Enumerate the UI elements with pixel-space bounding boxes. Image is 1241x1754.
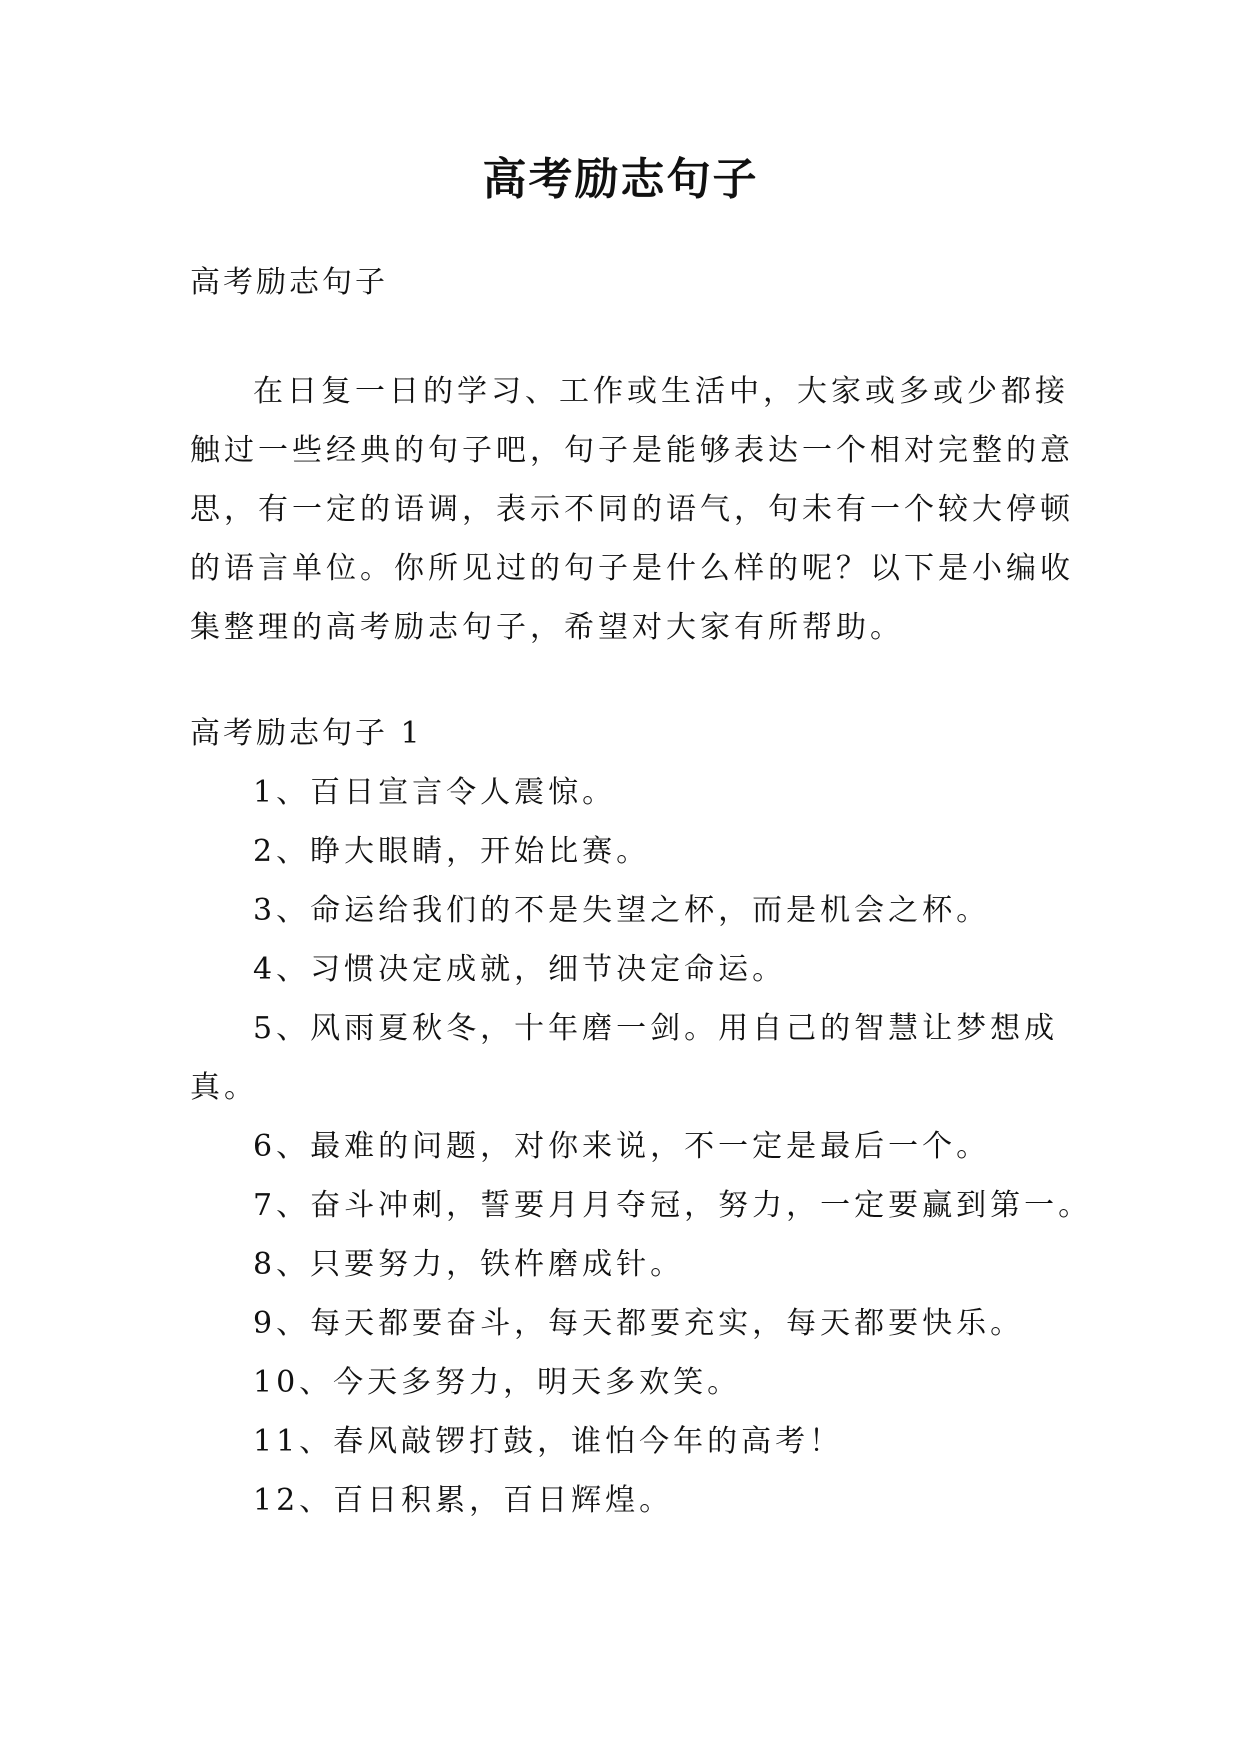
intro-line: 的语言单位。你所见过的句子是什么样的呢？以下是小编收 — [190, 551, 1074, 586]
list-item: 9、每天都要奋斗，每天都要充实，每天都要快乐。 — [253, 1306, 1025, 1341]
intro-line: 集整理的高考励志句子，希望对大家有所帮助。 — [190, 610, 904, 645]
list-item: 1、百日宣言令人震惊。 — [253, 775, 617, 810]
page-title: 高考励志句子 — [482, 154, 759, 205]
list-item: 8、只要努力，铁杵磨成针。 — [253, 1247, 685, 1282]
list-item: 6、最难的问题，对你来说，不一定是最后一个。 — [253, 1129, 991, 1164]
list-item: 7、奋斗冲刺，誓要月月夺冠，努力，一定要赢到第一。 — [253, 1188, 1093, 1223]
intro-line: 思，有一定的语调，表示不同的语气，句未有一个较大停顿 — [190, 492, 1074, 527]
intro-line: 在日复一日的学习、工作或生活中，大家或多或少都接 — [253, 374, 1069, 409]
list-item: 2、睁大眼睛，开始比赛。 — [253, 834, 651, 869]
intro-line: 触过一些经典的句子吧，句子是能够表达一个相对完整的意 — [190, 433, 1074, 468]
list-item: 3、命运给我们的不是失望之杯，而是机会之杯。 — [253, 893, 991, 928]
list-item: 12、百日积累，百日辉煌。 — [253, 1483, 674, 1518]
list-item: 10、今天多努力，明天多欢笑。 — [253, 1365, 742, 1400]
list-item: 4、习惯决定成就，细节决定命运。 — [253, 952, 787, 987]
subtitle: 高考励志句子 — [190, 265, 388, 300]
section-heading: 高考励志句子 1 — [190, 716, 423, 751]
list-item: 真。 — [190, 1070, 258, 1105]
list-item: 5、风雨夏秋冬，十年磨一剑。用自己的智慧让梦想成 — [253, 1011, 1059, 1046]
list-item: 11、春风敲锣打鼓，谁怕今年的高考！ — [253, 1424, 844, 1459]
